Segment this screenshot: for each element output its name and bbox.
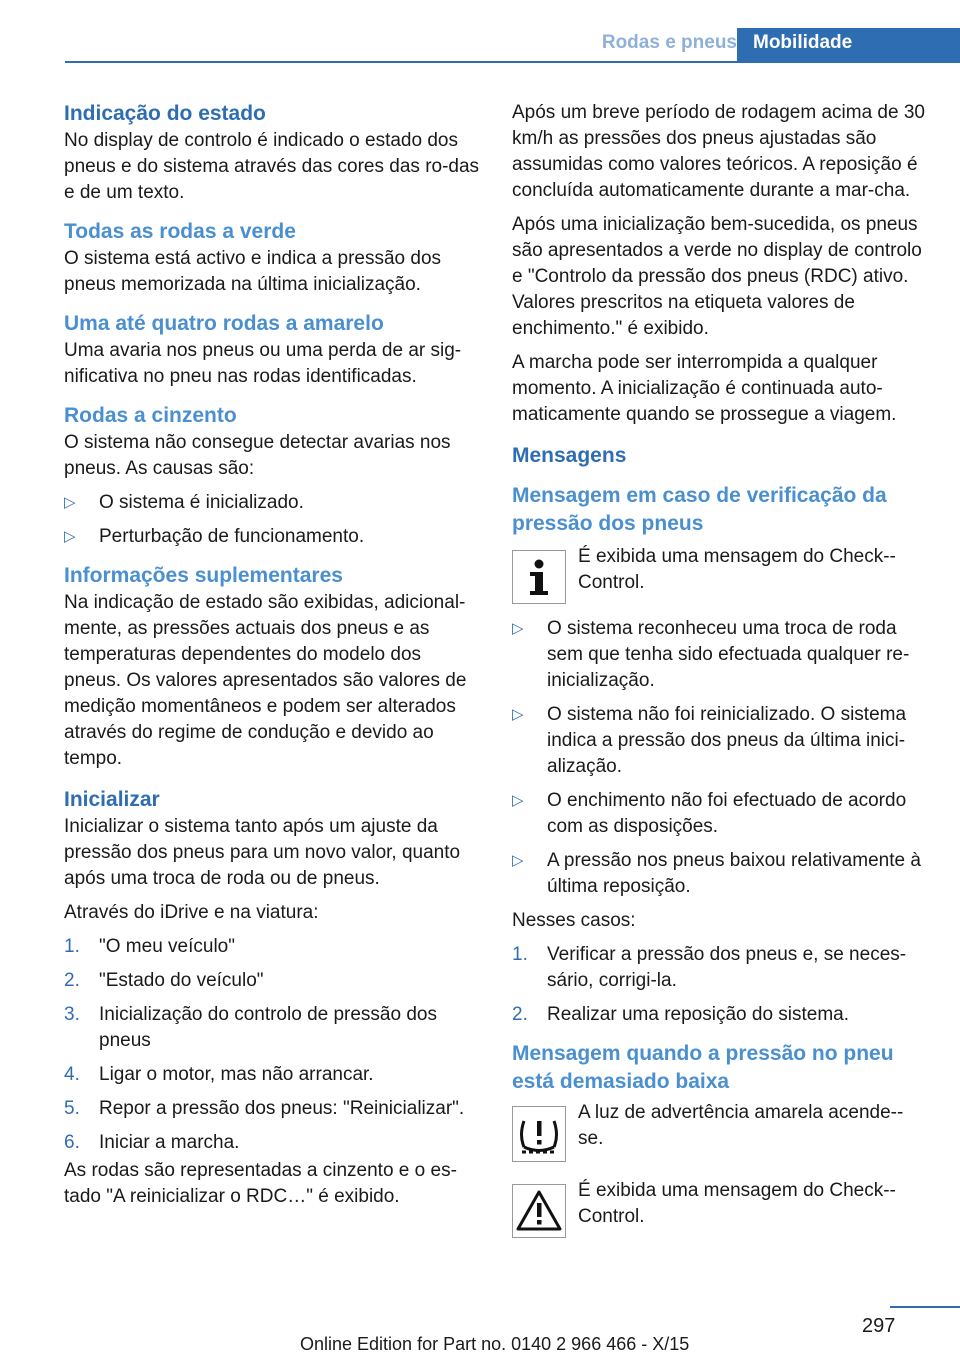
para-after: As rodas são representadas a cinzento e o es‐tado "A reinicializar o RDC…" é exibido.	[64, 1160, 457, 1207]
list-item: ▷ Perturbação de funcionamento.	[64, 524, 482, 550]
list-item: 2. Realizar uma reposição do sistema.	[512, 1004, 850, 1025]
para-info: Na indicação de estado são exibidas, adicional‐mente, as pressões actuais dos pneus e as temperaturas dependentes do modelo dos pneus. Os valores apresentados são valores de medição momentâneos e podem ser alterados através do regime de condução e devido ao tempo.	[64, 592, 467, 769]
heading-messages: Mensagens	[512, 444, 627, 467]
para-via: Através do iDrive e na viatura:	[64, 902, 319, 923]
list-item: ▷ O sistema é inicializado.	[64, 490, 482, 516]
list-item: 1. Verificar a pressão dos pneus e, se neces‐sário, corrigi-la.	[512, 944, 907, 991]
list-item: 2. "Estado do veículo"	[64, 970, 264, 991]
para-yellow: Uma avaria nos pneus ou uma perda de ar sig‐nificativa no pneu nas rodas identificadas.	[64, 340, 462, 387]
init-steps-list	[64, 934, 482, 1156]
list-item: 4. Ligar o motor, mas não arrancar.	[64, 1064, 374, 1085]
heading-init: Inicializar	[64, 788, 160, 811]
info-message-row	[512, 544, 928, 604]
bullet-triangle-icon: ▷	[512, 852, 524, 869]
para-grey: O sistema não consegue detectar avarias nos pneus. As causas são:	[64, 432, 451, 479]
list-item: 3. Inicialização do controlo de pressão dos pneus	[64, 1004, 437, 1051]
page-number: 297	[862, 1315, 896, 1337]
footer-edition: Online Edition for Part no. 0140 2 966 466 - X/15	[300, 1334, 690, 1354]
header-chapter-tab: Mobilidade	[737, 28, 960, 62]
header-section-title: Rodas e pneus	[601, 32, 737, 53]
heading-check-message: Mensagem em caso de verificação da pressão dos pneus	[512, 484, 887, 535]
bullet-triangle-icon: ▷	[64, 494, 76, 511]
bullet-triangle-icon: ▷	[512, 706, 524, 723]
grey-causes-list	[64, 490, 482, 550]
para-run: Após um breve período de rodagem acima de 30 km/h as pressões dos pneus ajustadas são assumidas como valores teóricos. A reposição é concluída automaticamente durante a mar‐cha.	[512, 102, 925, 201]
info-icon	[512, 550, 566, 604]
para-green: O sistema está activo e indica a pressão dos pneus memorizada na última inicialização.	[64, 248, 442, 295]
check-reasons-list	[512, 616, 928, 900]
warning-message-row	[512, 1178, 928, 1238]
list-item: ▷ O sistema não foi reinicializado. O sistema indica a pressão dos pneus da última inici‐alização.	[512, 704, 907, 777]
heading-info: Informações suplementares	[64, 564, 343, 587]
para-checkcontrol-2: É exibida uma mensagem do Check‐-Control.	[578, 1180, 896, 1227]
left-column	[64, 100, 482, 1218]
lamp-row	[512, 1100, 928, 1166]
list-item: ▷ O sistema reconheceu uma troca de roda sem que tenha sido efectuada qualquer re‐inicialização.	[512, 618, 910, 691]
para-cases: Nesses casos:	[512, 910, 636, 931]
para-init: Inicializar o sistema tanto após um ajuste da pressão dos pneus para um novo valor, quanto após uma troca de roda ou de pneus.	[64, 816, 461, 889]
right-column	[512, 100, 928, 1250]
tire-pressure-warning-icon	[512, 1106, 566, 1162]
para-lamp: A luz de advertência amarela acende‐-se.	[578, 1102, 904, 1149]
cases-list	[512, 942, 928, 1028]
para-checkcontrol-1: É exibida uma mensagem do Check‐-Control.	[578, 546, 896, 593]
heading-yellow: Uma até quatro rodas a amarelo	[64, 312, 384, 335]
footer-rule	[890, 1306, 960, 1308]
para-interrupt: A marcha pode ser interrompida a qualquer momento. A inicialização é continuada auto‐maticamente quando se prossegue a viagem.	[512, 352, 897, 425]
bullet-triangle-icon: ▷	[64, 528, 76, 545]
page-header	[0, 28, 960, 62]
list-item: 1. "O meu veículo"	[64, 936, 235, 957]
heading-status: Indicação do estado	[64, 102, 266, 125]
para-success: Após uma inicialização bem-sucedida, os pneus são apresentados a verde no display de controlo e "Controlo da pressão dos pneus (RDC) ativo. Valores prescritos na etiqueta valores de enchimento." é exibido.	[512, 214, 922, 339]
heading-low-pressure: Mensagem quando a pressão no pneu está demasiado baixa	[512, 1042, 894, 1093]
bullet-triangle-icon: ▷	[512, 792, 524, 809]
para-status: No display de controlo é indicado o estado dos pneus e do sistema através das cores das ro‐das e de um texto.	[64, 130, 480, 203]
list-item: ▷ O enchimento não foi efectuado de acordo com as disposições.	[512, 790, 907, 837]
heading-green: Todas as rodas a verde	[64, 220, 296, 243]
list-item: ▷ A pressão nos pneus baixou relativamente à última reposição.	[512, 850, 921, 897]
bullet-triangle-icon: ▷	[512, 620, 524, 637]
list-item: 6. Iniciar a marcha.	[64, 1132, 240, 1153]
list-item: 5. Repor a pressão dos pneus: "Reinicializar".	[64, 1098, 465, 1119]
header-rule	[65, 61, 960, 63]
heading-grey: Rodas a cinzento	[64, 404, 237, 427]
warning-triangle-icon	[512, 1184, 566, 1238]
